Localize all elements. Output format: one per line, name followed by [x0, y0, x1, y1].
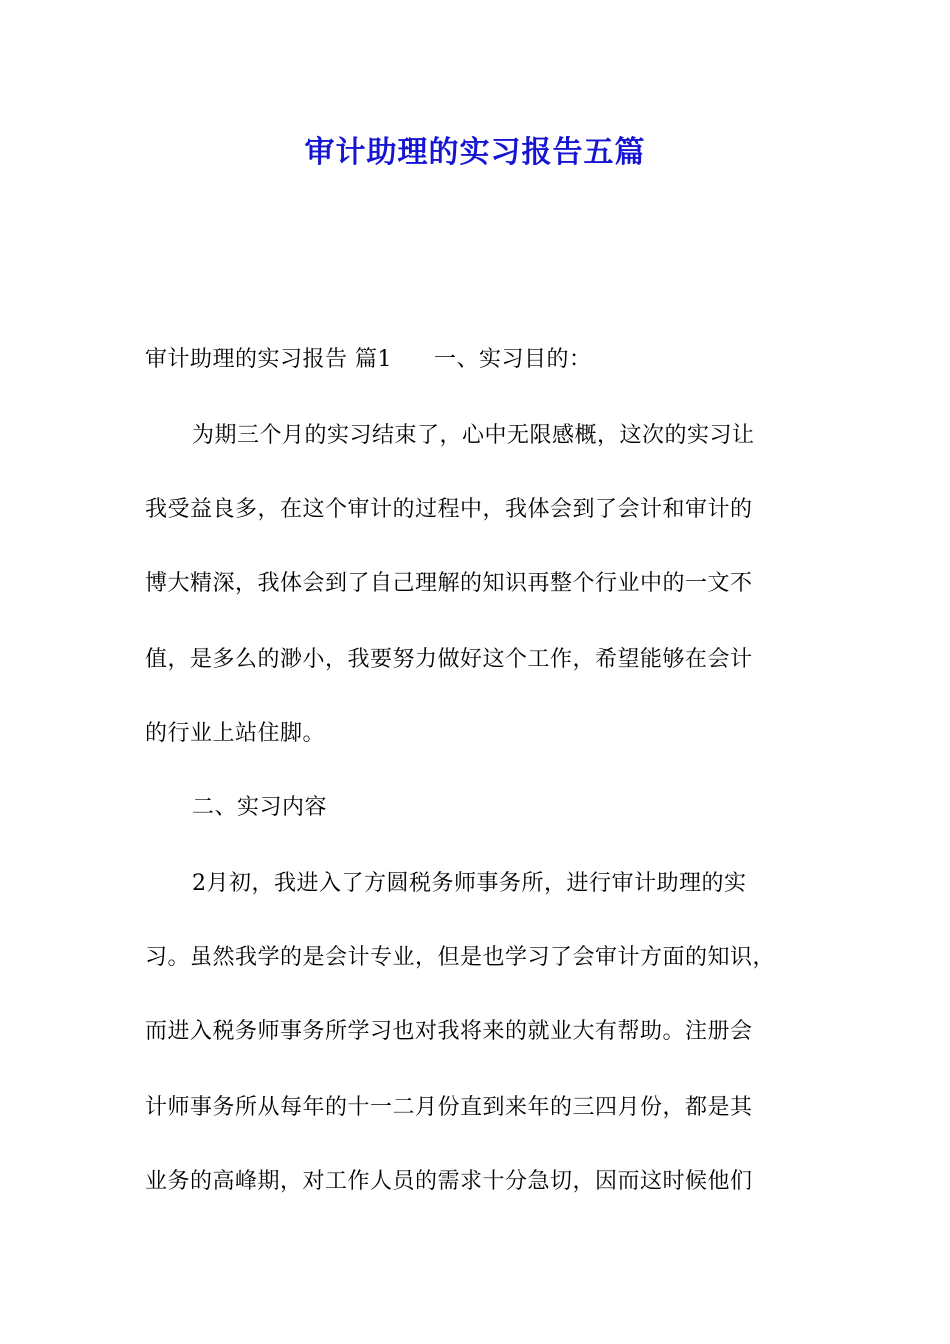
section-title-content: 二、实习内容: [192, 795, 328, 820]
section-heading: [145, 345, 835, 375]
paragraph-line: 计师事务所从每年的十一二月份直到来年的三四月份，都是其: [145, 1095, 753, 1120]
paragraph-line: 值，是多么的渺小，我要努力做好这个工作，希望能够在会计: [145, 647, 753, 672]
paragraph-line: 业务的高峰期，对工作人员的需求十分急切，因而这时候他们: [145, 1169, 753, 1194]
paragraph-line: 而进入税务师事务所学习也对我将来的就业大有帮助。注册会: [145, 1019, 753, 1044]
paragraph-line: 习。虽然我学的是会计专业，但是也学习了会审计方面的知识，: [145, 945, 776, 970]
paragraph-line: 博大精深，我体会到了自己理解的知识再整个行业中的一文不: [145, 571, 753, 596]
paragraph-line: 我受益良多，在这个审计的过程中，我体会到了会计和审计的: [145, 497, 753, 522]
document-title: 审计助理的实习报告五篇: [304, 135, 646, 170]
report-heading: 审计助理的实习报告 篇1: [145, 347, 392, 372]
paragraph-line: 为期三个月的实习结束了，心中无限感概，这次的实习让: [192, 423, 755, 448]
paragraph-line: 2月初，我进入了方圆税务师事务所，进行审计助理的实: [192, 871, 747, 896]
section-title-purpose: 一、实习目的：: [434, 347, 592, 372]
paragraph-line: 的行业上站住脚。: [145, 721, 326, 746]
